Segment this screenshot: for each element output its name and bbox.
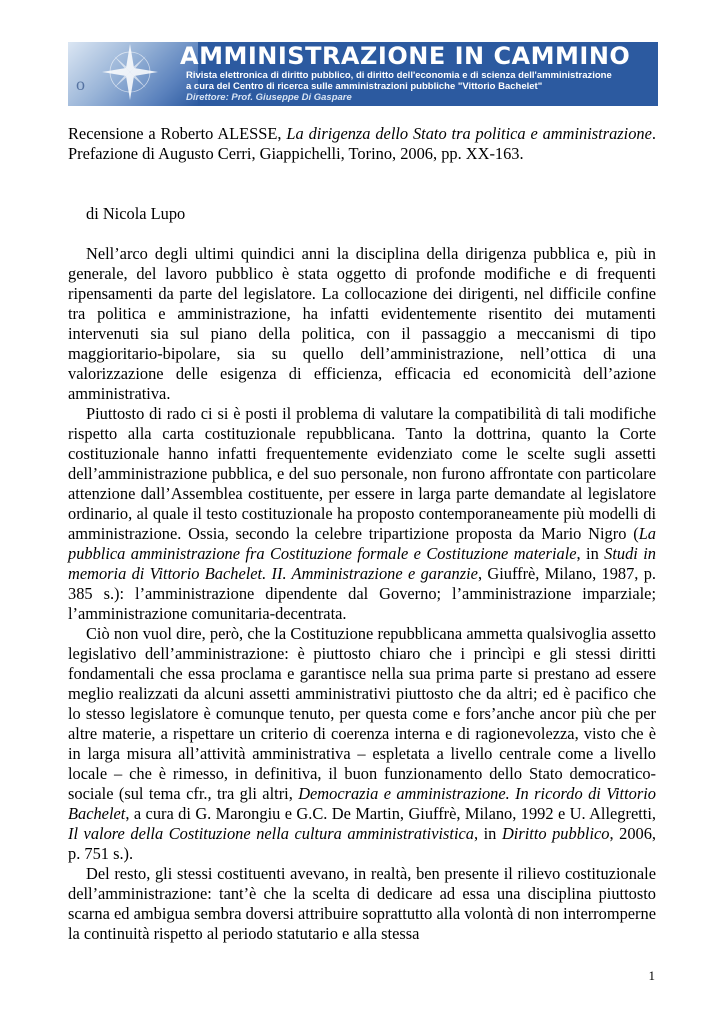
journal-header-banner [68,42,658,106]
journal-logo [68,42,198,106]
paragraph-1: Nell’arco degli ultimi quindici anni la disciplina della dirigenza pubblica e, più in generale, del lavoro pubblico è stata oggetto di profonde modifiche e di frequenti ripensamenti da parte del legislatore. La collocazione dei dirigenti, nel difficile confine tra politica e amministrazione, ha infatti evidentemente risentito dei mutamenti intervenuti sia sul piano della politica, con il passaggio a meccanismi di tipo maggioritario-bipolare, sia su quello dell’amministrazione, nell’ottica di una valorizzazione delle esigenza di efficienza, efficacia ed economicità dell’azione amministrativa. [68,244,656,403]
author-line [68,204,656,224]
review-prefix: Recensione a Roberto ALESSE, [68,124,287,143]
journal-editor-line: a cura del Centro di ricerca sulle amministrazioni pubbliche "Vittorio Bachelet" [186,81,543,92]
compass-rose-icon [68,42,198,106]
journal-title: AMMINISTRAZIONE IN CAMMINO [180,42,631,70]
review-book-title: La dirigenza dello Stato tra politica e amministrazione [286,124,652,143]
svg-text:o: o [76,74,85,94]
paragraph-3: Ciò non vuol dire, però, che la Costituzione repubblicana ammetta qualsivoglia assetto legislativo dell’amministrazione: è piuttosto chiaro che i princìpi e gli stessi diritti fondamentali che essa proclama e garantisce nella sua prima parte si prestano ad essere meglio realizzati da alcuni assetti amministrativi piuttosto che da altri; ed è pacifico che lo stesso legislatore è comunque tenuto, per questa come e fors’anche ancor più che per altre materie, a rispettare un criterio di coerenza interna e di ragionevolezza, visto che è in larga misura all’attività amministrativa – espletata a livello centrale come a livello locale – che è rimesso, in definitiva, il buon funzionamento dello Stato democratico-sociale (sul tema cfr., tra gli altri, Democrazia e amministrazione. In ricordo di Vittorio Bachelet, a cura di G. Marongiu e G.C. De Martin, Giuffrè, Milano, 1992 e U. Allegretti, Il valore della Costituzione nella cultura amministrativistica, in Diritto pubblico, 2006, p. 751 s.). [68,624,657,863]
author-name: di Nicola Lupo [86,204,186,223]
review-citation [68,124,656,164]
article-body [68,244,656,944]
paragraph-2: Piuttosto di rado ci si è posti il problema di valutare la compatibilità di tali modifiche rispetto alla carta costituzionale repubblicana. Tanto la dottrina, quanto la Corte costituzionale hanno infatti frequentemente evidenziato come le scelte sugli assetti dell’amministrazione pubblica, e del suo personale, non furono affrontate con particolare attenzione dall’Assemblea costituente, per essere in larga parte demandate al legislatore ordinario, al quale il testo costituzionale ha proposto contemporaneamente più modelli di amministrazione. Ossia, secondo la celebre tripartizione proposta da Mario Nigro (La pubblica amministrazione fra Costituzione formale e Costituzione materiale, in Studi in memoria di Vittorio Bachelet. II. Amministrazione e garanzie, Giuffrè, Milano, 1987, p. 385 s.): l’amministrazione dipendente dal Governo; l’amministrazione imparziale; l’amministrazione comunitaria-decentrata. [68,404,657,623]
paragraph-4: Del resto, gli stessi costituenti avevano, in realtà, ben presente il rilievo costituzionale dell’amministrazione: tant’è che la scelta di dedicare ad essa una disciplina piuttosto scarna ed ambigua sembra doversi attribuire soprattutto alla volontà di non interromperne la continuità rispetto al periodo statutario e alla stessa [68,864,656,943]
page-number: 1 [648,968,655,983]
journal-director: Direttore: Prof. Giuseppe Di Gaspare [186,92,352,103]
journal-subtitle: Rivista elettronica di diritto pubblico, di diritto dell'economia e di scienza dell'amministrazione [186,70,612,81]
review-suffix: . Prefazione di Augusto Cerri, Giappichelli, Torino, 2006, pp. XX-163. [68,124,656,163]
